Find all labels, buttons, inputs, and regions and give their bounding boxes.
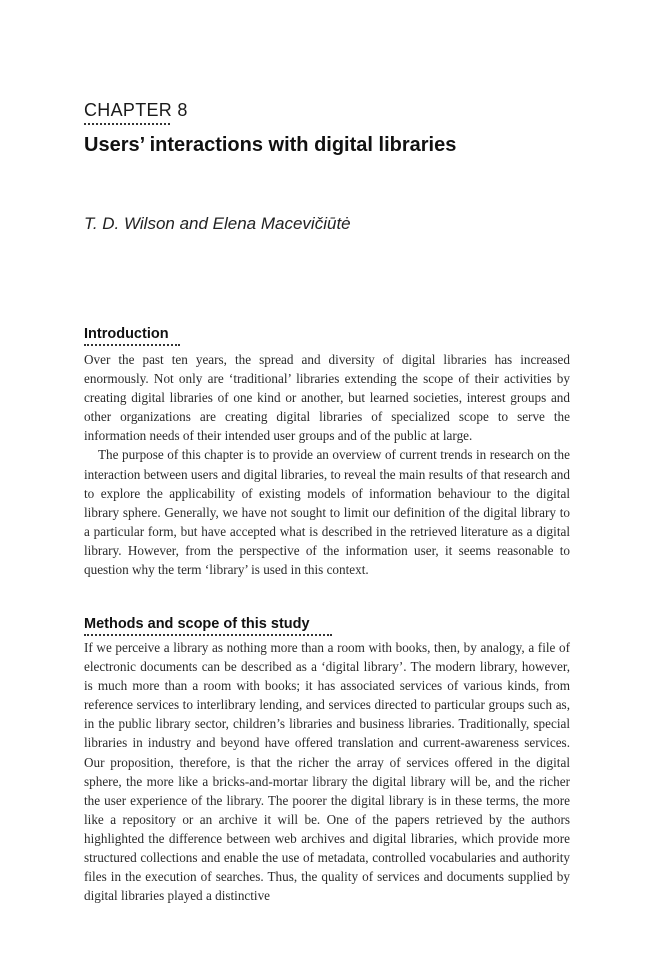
section-heading-methods: Methods and scope of this study xyxy=(84,616,310,632)
section-heading-dotted-rule xyxy=(84,344,180,346)
paragraph: Over the past ten years, the spread and diversity of digital libraries has increased enormously. Not only are ‘traditional’ libraries extending the scope of their activities by creating digital libraries of one kind or another, but learned societies, interest groups and other organizations are creating digital libraries of specialized scope to serve the information needs of their intended user groups and of the public at large. xyxy=(84,352,570,444)
section-heading-introduction: Introduction xyxy=(84,326,169,342)
methods-body xyxy=(84,638,570,905)
chapter-authors: T. D. Wilson and Elena Macevičiūtė xyxy=(84,214,351,233)
introduction-body xyxy=(84,350,570,579)
chapter-title: Users’ interactions with digital libraries xyxy=(84,134,457,156)
paragraph: The purpose of this chapter is to provide an overview of current trends in research on the interaction between users and digital libraries, to reveal the main results of that research and to explore the applicability of existing models of information behaviour to the digital library sphere. Generally, we have not sought to limit our definition of the digital library to a particular form, but have accepted what is described in the retrieved literature as a digital library. However, from the perspective of the information user, it seems reasonable to question why the term ‘library’ is used in this context. xyxy=(84,447,570,578)
chapter-label: CHAPTER 8 xyxy=(84,100,188,120)
section-heading-dotted-rule xyxy=(84,634,332,636)
paragraph: If we perceive a library as nothing more than a room with books, then, by analogy, a file of electronic documents can be described as a ‘digital library’. The modern library, however, is much more than a room with books; it has associated services of various kinds, from reference services to interlibrary lending, and services directed to particular groups such as, in the public library sector, children’s libraries and business libraries. Traditionally, special libraries in industry and beyond have offered translation and current-awareness services. Our proposition, therefore, is that the richer the array of services offered in the digital sphere, the more like a bricks-and-mortar library the digital library will be, and the richer the user experience of the library. The poorer the digital library is in these terms, the more like a repository or an archive it will be. One of the papers retrieved by the authors highlighted the difference between web archives and digital libraries, which provide more structured collections and enable the use of metadata, controlled vocabularies and authority files in the execution of searches. Thus, the quality of services and documents supplied by digital libraries played a distinctive xyxy=(84,640,570,904)
chapter-label-dotted-rule xyxy=(84,123,170,125)
